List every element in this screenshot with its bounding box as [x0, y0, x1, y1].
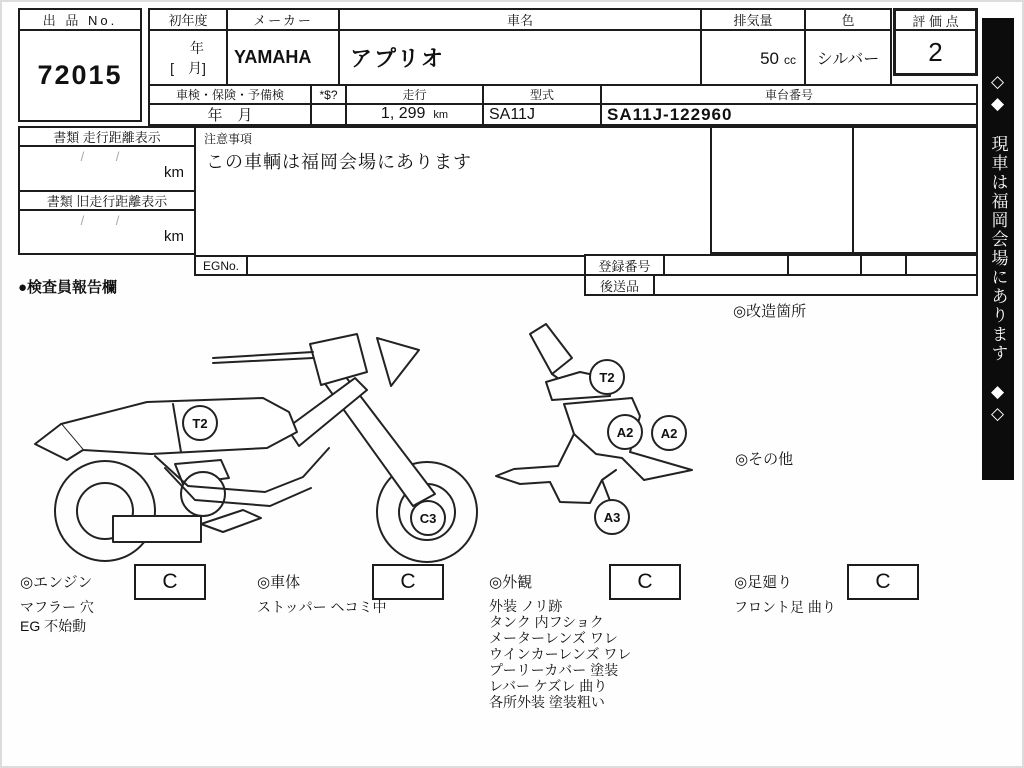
- grade-label: 評 価 点: [896, 11, 975, 31]
- marker-rear-a2-left: [608, 415, 642, 449]
- maker-value: YAMAHA: [234, 47, 312, 67]
- exterior-notes: [489, 598, 631, 710]
- first-year-label: 初年度: [150, 10, 226, 31]
- undercarriage-note: フロント足 曲り: [734, 599, 836, 615]
- maker-cell: [226, 8, 340, 86]
- grade-value: 2: [928, 36, 943, 67]
- engine-grade: C: [134, 564, 206, 600]
- lot-box: [18, 8, 142, 122]
- exterior-note: レバー ケズレ 曲り: [489, 678, 608, 694]
- flag-cell: [310, 84, 347, 126]
- chassis-value: SA11J-122960: [607, 104, 733, 124]
- registration-label: 登録番号: [598, 258, 651, 274]
- marker-rear-t2: [590, 360, 624, 394]
- first-year-line2: [ 月]: [170, 59, 206, 76]
- color-label: 色: [806, 10, 890, 31]
- mileage-doc-header: [18, 126, 196, 147]
- model-name-cell: [338, 8, 702, 86]
- empty-column-1: [710, 126, 854, 254]
- venue-banner-text: ◇◆ 現車は福岡会場にあります ◆◇: [988, 72, 1008, 426]
- shaken-cell: [148, 84, 312, 126]
- displacement-cell: [700, 8, 806, 86]
- registration-cell-2: [787, 254, 862, 276]
- exterior-note: プーリーカバー 塗装: [489, 662, 619, 678]
- later-items-labelbox: [584, 274, 655, 296]
- model-name-label: 車名: [340, 10, 700, 31]
- engine-note: マフラー 穴: [20, 599, 94, 615]
- color-cell: [804, 8, 892, 86]
- first-year-cell: [148, 8, 228, 86]
- eg-no-value-cell: [246, 255, 586, 276]
- registration-cell-1: [663, 254, 789, 276]
- registration-labelbox: [584, 254, 665, 276]
- engine-section-title: ◎エンジン: [20, 574, 93, 591]
- old-mileage-doc-header: [18, 190, 196, 211]
- model-code-value: SA11J: [489, 105, 535, 123]
- notice-text: この車輌は福岡会場にあります: [206, 152, 472, 172]
- body-note: ストッパー ヘコミ中: [257, 599, 387, 615]
- later-items-label: 後送品: [599, 278, 639, 294]
- eg-no-label: EGNo.: [202, 258, 239, 273]
- later-items-cell: [653, 274, 978, 296]
- undercarriage-section-title: ◎足廻り: [734, 574, 793, 591]
- body-notes: [257, 598, 386, 617]
- empty-column-2: [852, 126, 978, 254]
- body-grade: C: [372, 564, 444, 600]
- eg-no-labelbox: [194, 255, 248, 276]
- displacement-value: 50: [760, 49, 779, 68]
- old-mileage-doc-cell: [18, 209, 196, 255]
- exterior-note: タンク 内フショク: [489, 614, 604, 630]
- exterior-note: ウインカーレンズ ワレ: [489, 646, 632, 662]
- engine-note: EG 不始動: [20, 618, 87, 634]
- mileage-doc-label: 書類 走行距離表示: [53, 130, 161, 145]
- exterior-note: メーターレンズ ワレ: [489, 630, 618, 646]
- mileage-doc-unit: km: [164, 164, 184, 181]
- displacement-unit: cc: [784, 53, 796, 67]
- exterior-section-title: ◎外観: [489, 574, 533, 591]
- body-section-title: ◎車体: [257, 574, 301, 591]
- mileage-doc-cell: [18, 145, 196, 192]
- undercarriage-notes: [734, 598, 836, 617]
- lot-number: 72015: [37, 60, 123, 90]
- color-value: シルバー: [816, 51, 880, 68]
- model-code-label: 型式: [484, 86, 600, 105]
- scooter-rear-view-diagram: [488, 320, 703, 565]
- mileage-value: 1, 299: [380, 105, 426, 122]
- displacement-label: 排気量: [702, 10, 804, 31]
- svg-text:A3: A3: [603, 510, 621, 525]
- registration-cell-4: [905, 254, 978, 276]
- model-code-cell: [482, 84, 602, 126]
- svg-text:T2: T2: [192, 416, 208, 431]
- exterior-grade: C: [609, 564, 681, 600]
- engine-notes: [20, 598, 94, 636]
- old-mileage-doc-label: 書類 旧走行距離表示: [46, 194, 168, 209]
- mileage-cell: [345, 84, 484, 126]
- chassis-label: 車台番号: [602, 86, 976, 105]
- notice-box: [194, 126, 712, 257]
- venue-banner: [982, 18, 1014, 480]
- marker-side-t2: [183, 406, 217, 440]
- mileage-unit: km: [433, 109, 449, 121]
- undercarriage-grade: C: [847, 564, 919, 600]
- shaken-label: 車検・保険・予備検: [150, 86, 310, 105]
- chassis-cell: [600, 84, 978, 126]
- mileage-label: 走行: [347, 86, 482, 105]
- old-mileage-doc-slashes: / /: [80, 213, 134, 228]
- svg-text:C3: C3: [419, 511, 437, 526]
- mileage-doc-slashes: / /: [80, 149, 134, 164]
- marker-side-c3: [411, 501, 445, 535]
- svg-text:A2: A2: [660, 426, 678, 441]
- modification-label: ◎改造箇所: [733, 303, 807, 320]
- model-name-value: アプリオ: [350, 46, 445, 71]
- lot-label: 出 品 No.: [20, 10, 140, 31]
- svg-text:A2: A2: [616, 425, 634, 440]
- other-label: ◎その他: [735, 451, 794, 468]
- exterior-note: 外装 ノリ跡: [489, 598, 563, 614]
- flag-label: *$?: [312, 86, 345, 105]
- marker-rear-a2-right: [652, 416, 686, 450]
- marker-rear-a3: [595, 500, 629, 534]
- first-year-line1: 年: [190, 39, 204, 56]
- scooter-side-view-diagram: [25, 328, 480, 563]
- registration-cell-3: [860, 254, 907, 276]
- grade-box: [893, 8, 978, 76]
- svg-text:T2: T2: [599, 370, 615, 385]
- maker-label: メーカー: [228, 10, 338, 31]
- inspector-report-label: ●検査員報告欄: [18, 279, 118, 296]
- notice-label: 注意事項: [204, 132, 253, 146]
- exterior-note: 各所外装 塗装粗い: [489, 694, 605, 710]
- old-mileage-doc-unit: km: [164, 228, 184, 245]
- shaken-value: 年 月: [207, 107, 253, 124]
